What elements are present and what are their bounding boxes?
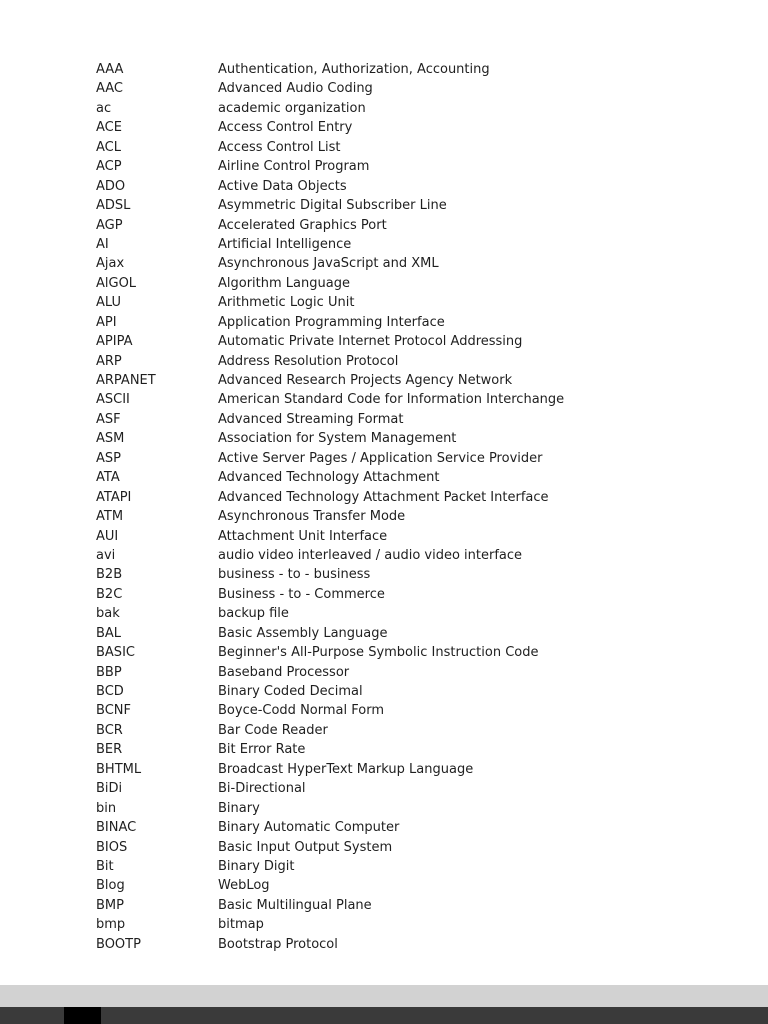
abbreviation: AUI <box>96 528 119 544</box>
glossary-row <box>96 857 748 876</box>
abbreviation: ACP <box>96 159 122 175</box>
glossary-row <box>96 740 748 759</box>
abbreviation: BBP <box>96 664 122 680</box>
definition: Binary Automatic Computer <box>218 820 400 836</box>
definition: Basic Assembly Language <box>218 625 388 641</box>
glossary-row <box>96 682 748 701</box>
glossary-row <box>96 138 748 157</box>
abbreviation: BiDi <box>96 781 123 797</box>
abbreviation: B2C <box>96 586 123 602</box>
glossary-row <box>96 352 748 371</box>
glossary-row <box>96 624 748 643</box>
glossary-row <box>96 721 748 740</box>
glossary-row <box>96 60 748 79</box>
glossary-row <box>96 876 748 895</box>
glossary-row <box>96 429 748 448</box>
definition: Bootstrap Protocol <box>218 936 338 952</box>
definition: Binary <box>218 800 260 816</box>
abbreviation: ARPANET <box>96 373 156 388</box>
abbreviation: BER <box>96 742 123 758</box>
abbreviation: ASCII <box>96 392 130 408</box>
definition: Boyce-Codd Normal Form <box>218 703 384 719</box>
definition: Bi-Directional <box>218 781 306 797</box>
page-gap <box>0 985 768 1007</box>
glossary-row <box>96 371 748 390</box>
abbreviation: ACL <box>96 139 121 155</box>
glossary-row <box>96 799 748 818</box>
definition: Business - to - Commerce <box>218 586 385 602</box>
definition: Authentication, Authorization, Accounting <box>218 62 490 77</box>
glossary-row <box>96 99 748 118</box>
glossary-row <box>96 332 748 351</box>
abbreviation: AGP <box>96 217 123 233</box>
definition: Asynchronous JavaScript and XML <box>218 256 439 272</box>
glossary-row <box>96 196 748 215</box>
abbreviation: ASM <box>96 431 125 447</box>
abbreviation: bmp <box>96 917 126 933</box>
next-page-top <box>0 1007 768 1024</box>
glossary-row <box>96 235 748 254</box>
glossary-row <box>96 760 748 779</box>
abbreviation: ADSL <box>96 198 131 214</box>
glossary-row <box>96 254 748 273</box>
definition: Active Data Objects <box>218 178 347 194</box>
definition: Automatic Private Internet Protocol Addressing <box>218 334 523 350</box>
definition: Bar Code Reader <box>218 722 328 738</box>
glossary-row <box>96 896 748 915</box>
definition: Airline Control Program <box>218 159 370 175</box>
glossary-row <box>96 779 748 798</box>
abbreviation: ACE <box>96 120 122 136</box>
glossary-row <box>96 410 748 429</box>
abbreviation: AAC <box>96 81 123 97</box>
definition: Basic Multilingual Plane <box>218 897 372 913</box>
glossary-row <box>96 838 748 857</box>
abbreviation: Ajax <box>96 256 125 272</box>
abbreviation: avi <box>96 547 116 563</box>
glossary-list <box>96 60 748 954</box>
definition: backup file <box>218 606 289 622</box>
definition: Advanced Audio Coding <box>218 81 373 97</box>
definition: academic organization <box>218 100 366 116</box>
glossary-row <box>96 274 748 293</box>
definition: audio video interleaved / audio video interface <box>218 547 523 563</box>
abbreviation: B2B <box>96 567 123 583</box>
glossary-row <box>96 488 748 507</box>
definition: Association for System Management <box>218 431 457 447</box>
abbreviation: ac <box>96 100 112 116</box>
abbreviation: BASIC <box>96 645 135 661</box>
abbreviation: BHTML <box>96 761 142 777</box>
definition: Broadcast HyperText Markup Language <box>218 761 474 777</box>
glossary-row <box>96 818 748 837</box>
abbreviation: BCNF <box>96 703 131 719</box>
definition: Algorithm Language <box>218 275 350 291</box>
glossary-row <box>96 604 748 623</box>
definition: business - to - business <box>218 567 371 583</box>
abbreviation: bin <box>96 800 117 816</box>
glossary-row <box>96 390 748 409</box>
glossary-row <box>96 118 748 137</box>
glossary-row <box>96 449 748 468</box>
glossary-row <box>96 293 748 312</box>
definition: Binary Coded Decimal <box>218 684 363 699</box>
glossary-row <box>96 546 748 565</box>
next-page-image <box>64 1007 101 1024</box>
abbreviation: BCD <box>96 684 124 699</box>
glossary-row <box>96 527 748 546</box>
abbreviation: Bit <box>96 858 114 874</box>
definition: American Standard Code for Information Interchange <box>218 392 565 408</box>
definition: Asynchronous Transfer Mode <box>218 509 406 525</box>
abbreviation: ATA <box>96 470 120 486</box>
abbreviation: APIPA <box>96 334 133 350</box>
abbreviation: ADO <box>96 178 126 194</box>
glossary-row <box>96 643 748 662</box>
definition: Attachment Unit Interface <box>218 528 388 544</box>
definition: Access Control Entry <box>218 120 353 136</box>
definition: Arithmetic Logic Unit <box>218 295 355 311</box>
definition: Beginner's All-Purpose Symbolic Instruction Code <box>218 645 539 661</box>
abbreviation: BCR <box>96 722 123 738</box>
abbreviation: BIOS <box>96 839 128 855</box>
glossary-row <box>96 663 748 682</box>
abbreviation: BMP <box>96 897 124 913</box>
definition: Asymmetric Digital Subscriber Line <box>218 198 447 214</box>
definition: Active Server Pages / Application Service Provider <box>218 450 543 466</box>
definition: WebLog <box>218 878 270 894</box>
definition: Artificial Intelligence <box>218 236 352 252</box>
definition: Access Control List <box>218 139 341 155</box>
abbreviation: AAA <box>96 62 124 77</box>
glossary-row <box>96 935 748 954</box>
abbreviation: BAL <box>96 625 122 641</box>
abbreviation: AI <box>96 236 109 252</box>
definition: Address Resolution Protocol <box>218 353 399 369</box>
glossary-row <box>96 507 748 526</box>
glossary-row <box>96 915 748 934</box>
abbreviation: Blog <box>96 878 125 894</box>
glossary-row <box>96 157 748 176</box>
abbreviation: BINAC <box>96 820 137 836</box>
abbreviation: ATM <box>96 509 124 525</box>
abbreviation: ASP <box>96 450 121 466</box>
glossary-row <box>96 216 748 235</box>
glossary-row <box>96 468 748 487</box>
abbreviation: API <box>96 314 117 330</box>
abbreviation: ASF <box>96 411 121 427</box>
glossary-row <box>96 79 748 98</box>
definition: bitmap <box>218 917 264 933</box>
glossary-row <box>96 313 748 332</box>
glossary-row <box>96 565 748 584</box>
glossary-row <box>96 701 748 720</box>
definition: Basic Input Output System <box>218 839 393 855</box>
definition: Baseband Processor <box>218 664 350 680</box>
glossary-row <box>96 585 748 604</box>
definition: Advanced Streaming Format <box>218 411 404 427</box>
definition: Accelerated Graphics Port <box>218 217 387 233</box>
definition: Bit Error Rate <box>218 742 306 758</box>
definition: Advanced Technology Attachment <box>218 470 440 486</box>
abbreviation: ATAPI <box>96 489 132 505</box>
definition: Application Programming Interface <box>218 314 445 330</box>
abbreviation: ALU <box>96 295 122 311</box>
definition: Advanced Research Projects Agency Network <box>218 373 513 388</box>
glossary-row <box>96 177 748 196</box>
abbreviation: AlGOL <box>96 275 137 291</box>
abbreviation: BOOTP <box>96 936 141 952</box>
definition: Binary Digit <box>218 858 295 874</box>
abbreviation: bak <box>96 606 120 622</box>
definition: Advanced Technology Attachment Packet Interface <box>218 489 549 505</box>
abbreviation: ARP <box>96 353 122 369</box>
